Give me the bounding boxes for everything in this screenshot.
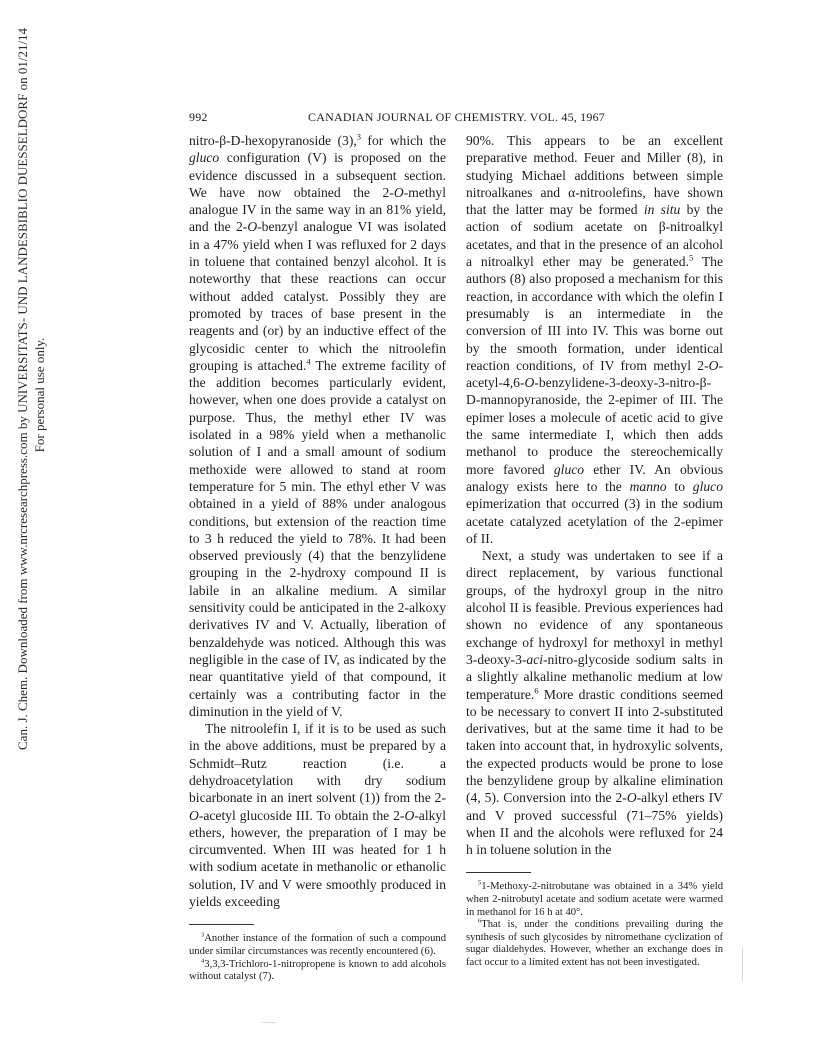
- scan-speck: [262, 1022, 276, 1023]
- download-notice-line-2: For personal use only.: [32, 337, 47, 453]
- footnote: $^5$1-Methoxy-2-nitrobutane was obtained in a 34% yield when 2-nitrobutyl acetate and sodium acetate were warmed in methanol for 16 h at 40°.: [466, 879, 723, 918]
- paragraph: nitro-β-D-hexopyranoside (3),$^3$ for which the gluco configuration (V) is proposed on the evidence discussed in a subsequent section. We have now obtained the 2-O-methyl analogue IV in the same way in an 81% yield, and the 2-O-benzyl analogue VI was isolated in a 47% yield when I was refluxed for 2 days in toluene that contained benzyl alcohol. It is noteworthy that these reactions can occur without added catalyst. Possibly they are promoted by traces of base present in the reagents and (or) by an inductive effect of the glycosidic center to which the nitroolefin grouping is attached.$^4$ The extreme facility of the addition becomes particularly evident, however, when one does provide a catalyst on purpose. Thus, the methyl ether IV was isolated in a 98% yield when a methanolic solution of I and a small amount of sodium methoxide were allowed to stand at room temperature for 5 min. The ethyl ether V was obtained in a yield of 88% under analogous conditions, but extension of the reaction time to 3 h reduced the yield to 78%. It had been observed previously (4) that the benzylidene grouping in the 2-hydroxy compound II is labile in an alkaline medium. A similar sensitivity could be anticipated in the 2-alkoxy derivatives IV and V. Actually, liberation of benzaldehyde was noticed. Although this was negligible in the case of IV, as indicated by the near quantitative yield of that compound, it certainly was a contributing factor in the diminution in the yield of V.: [189, 131, 446, 719]
- download-notice: [14, 27, 50, 750]
- footnote-ref: 3: [356, 131, 361, 142]
- scan-speck: [742, 948, 743, 982]
- right-column: [466, 132, 723, 970]
- footnote-divider: [466, 872, 531, 873]
- footnote-ref: 6: [534, 684, 539, 695]
- footnote-ref: 4: [306, 356, 311, 367]
- paragraph: Next, a study was undertaken to see if a direct replacement, by various functional groups, of the hydroxyl group in the nitro alcohol II is feasible. Previous experiences had shown no evidence of any spontaneous exchange of hydroxyl for methoxyl in methyl 3-deoxy-3-aci-nitro-glycoside sodium salts in a slightly alkaline methanolic medium at low temperature.$^6$ More drastic conditions seemed to be necessary to convert II into 2-substituted derivatives, but at the same time it had to be taken into account that, in hydroxylic solvents, the expected products would be prone to lose the benzylidene group by alkaline elimination (4, 5). Conversion into the 2-O-alkyl ethers IV and V proved successful (71–75% yields) when II and the alcohols were refluxed for 24 h in toluene solution in the: [466, 548, 723, 858]
- footnote: $^4$3,3,3-Trichloro-1-nitropropene is known to add alcohols without catalyst (7).: [189, 957, 446, 983]
- page-number: 992: [189, 110, 208, 124]
- download-notice-line-1: Can. J. Chem. Downloaded from www.nrcresearchpress.com by UNIVERSITATS- UND LANDESBIBLIO DUESSELDORF on 01/21/14: [15, 27, 30, 750]
- footnotes: [189, 933, 446, 983]
- footnote-divider: [189, 924, 254, 925]
- footnote-ref: 5: [688, 252, 694, 263]
- paragraph: 90%. This appears to be an excellent preparative method. Feuer and Miller (8), in studying Michael additions between simple nitroalkanes and α-nitroolefins, have shown that the latter may be formed in situ by the action of sodium acetate on β-nitroalkyl acetates, and that in the presence of an alcohol a nitroalkyl ether may be generated.$^5$ The authors (8) also proposed a mechanism for this reaction, in accordance with which the olefin I presumably is an intermediate in the conversion of III into IV. This was borne out by the smooth formation, under identical reaction conditions, of IV from methyl 2-O-acetyl-4,6-O-benzylidene-3-deoxy-3-nitro-β-D-mannopyranoside, the 2-epimer of III. The epimer loses a molecule of acetic acid to give the same intermediate I, which then adds methanol to produce the stereochemically more favored gluco ether IV. An obvious analogy exists here to the manno to gluco epimerization that occurred (3) in the sodium acetate catalyzed acetylation of the 2-epimer of II.: [466, 133, 724, 546]
- left-column: [189, 132, 446, 984]
- paragraph: The nitroolefin I, if it is to be used as such in the above additions, must be prepared by a Schmidt–Rutz reaction (i.e. a dehydroacetylation with dry sodium bicarbonate in an inert solvent (1)) from the 2-O-acetyl glucoside III. To obtain the 2-O-alkyl ethers, however, the preparation of I may be circumvented. When III was heated for 1 h with sodium acetate in methanolic or ethanolic solution, IV and V were smoothly produced in yields exceeding: [189, 721, 446, 910]
- footnotes: [466, 881, 723, 969]
- footnote: $^6$That is, under the conditions prevailing during the synthesis of such glycosides by nitromethane cyclization of sugar dialdehydes. However, whether an exchange does in fact occur to a limited extent has not been investigated.: [466, 917, 723, 969]
- footnote: $^3$Another instance of the formation of such a compound under similar circumstances was recently encountered (6).: [189, 931, 446, 957]
- journal-title: CANADIAN JOURNAL OF CHEMISTRY. VOL. 45, 1967: [308, 110, 605, 124]
